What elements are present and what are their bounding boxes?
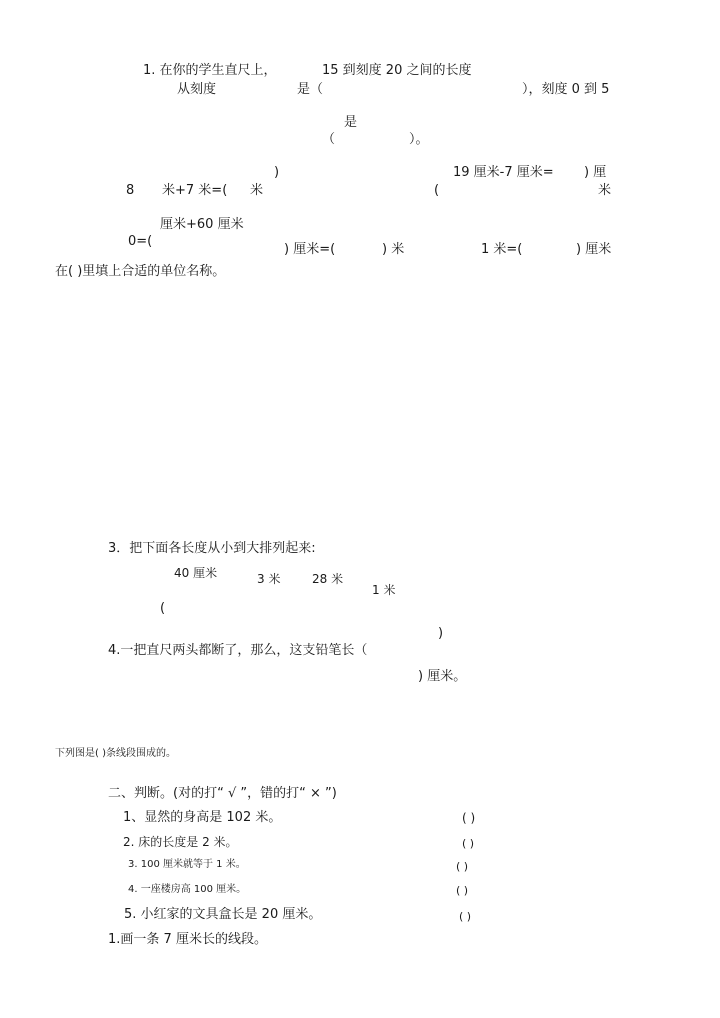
judge-mark-3: ( )	[456, 860, 469, 873]
q1-line4-a: （	[322, 132, 336, 147]
judge-item-3: 3. 100 厘米就等于 1 米。	[128, 859, 246, 870]
q1-line1-b: 15 到刻度 20 之间的长度	[322, 63, 472, 78]
q3-item-1m: 1 米	[372, 583, 396, 597]
q1-line4-b: ）。	[409, 132, 429, 147]
calc-r5-d: ) 厘米	[576, 242, 612, 257]
calc-r2-d: (	[434, 183, 440, 198]
judge-mark-1: ( )	[462, 811, 476, 825]
judge-title: 二、判断。(对的打“ √ ”，错的打“ × ”)	[108, 786, 337, 801]
calc-r1-c: ) 厘	[584, 165, 607, 180]
q3-paren-close: )	[438, 626, 444, 641]
judge-item-4: 4. 一座楼房高 100 厘米。	[128, 884, 247, 895]
q1-line3: 是	[344, 115, 358, 130]
judge-mark-5: ( )	[459, 910, 472, 923]
calc-r5-c: 1 米=(	[481, 242, 523, 257]
calc-r2-a: 8	[126, 183, 135, 198]
calc-r1-b: 19 厘米-7 厘米=	[453, 165, 554, 180]
judge-item-2: 2. 床的长度是 2 米。	[123, 835, 238, 849]
draw-label: 1.画一条 7 厘米长的线段。	[108, 932, 267, 947]
judge-mark-2: ( )	[462, 837, 475, 850]
q3-item-3m: 3 米	[257, 572, 281, 586]
q3-paren-open: (	[160, 601, 166, 616]
q3-item-28m: 28 米	[312, 572, 344, 586]
q3-title: 3．把下面各长度从小到大排列起来:	[108, 541, 316, 556]
calc-r5-a: ) 厘米=(	[284, 242, 336, 257]
judge-item-5: 5. 小红家的文具盒长是 20 厘米。	[124, 907, 322, 922]
judge-mark-4: ( )	[456, 884, 469, 897]
q1-line2-c: ），刻度 0 到 5	[522, 82, 610, 97]
calc-r2-e: 米	[598, 183, 612, 198]
q4-line2: ) 厘米。	[418, 669, 467, 684]
calc-r1-a: )	[274, 165, 280, 180]
calc-r2-c: 米	[250, 183, 264, 198]
q1-line2-a: 从刻度	[177, 82, 217, 97]
q2-label: 在( )里填上合适的单位名称。	[55, 264, 226, 279]
q3-item-40cm: 40 厘米	[174, 566, 218, 580]
calc-r4: 0=(	[128, 234, 153, 249]
calc-r2-b: 米+7 米=(	[162, 183, 228, 198]
q1-line2-b: 是（	[297, 82, 324, 97]
q1-line1-a: 1. 在你的学生直尺上，	[143, 63, 277, 78]
q4-line1: 4.一把直尺两头都断了，那么，这支铅笔长（	[108, 643, 368, 658]
q5-label: 下列图是( )条线段围成的。	[55, 748, 176, 759]
calc-r5-b: ) 米	[382, 242, 405, 257]
calc-r3: 厘米+60 厘米	[160, 217, 244, 232]
judge-item-1: 1、显然的身高是 102 米。	[123, 810, 282, 825]
